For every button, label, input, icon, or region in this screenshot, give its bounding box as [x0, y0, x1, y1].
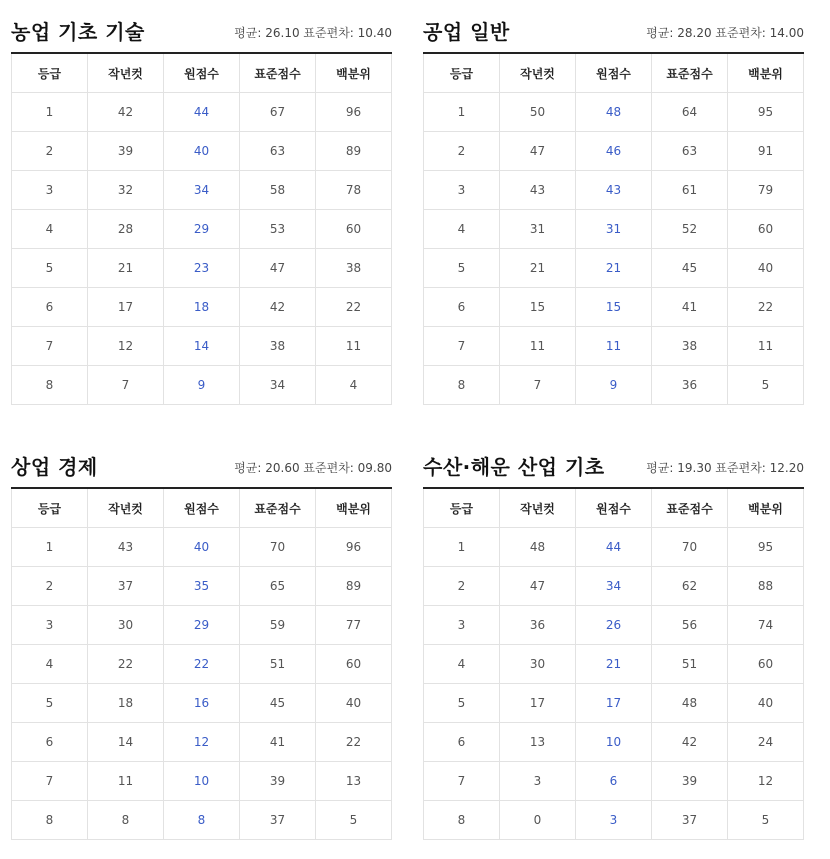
- table-row: [12, 684, 392, 723]
- cell-standard-score: 38: [652, 327, 728, 366]
- table-row: [424, 210, 804, 249]
- column-header-last-year-cut: 작년컷: [88, 488, 164, 528]
- table-row: [424, 762, 804, 801]
- column-header-percentile: 백분위: [316, 488, 392, 528]
- cell-percentile: 40: [316, 684, 392, 723]
- table-row: [424, 645, 804, 684]
- table-header-row: [12, 53, 392, 93]
- panel-fisheries-shipping: [423, 451, 804, 840]
- table-header-row: [424, 53, 804, 93]
- cell-standard-score: 63: [240, 132, 316, 171]
- table-row: [12, 762, 392, 801]
- table-row: [424, 801, 804, 840]
- cell-standard-score: 67: [240, 93, 316, 132]
- cell-last-year-cut: 11: [88, 762, 164, 801]
- panel-header: [11, 451, 392, 487]
- cell-standard-score: 45: [652, 249, 728, 288]
- cell-grade: 6: [12, 288, 88, 327]
- panel-commerce: [11, 451, 392, 840]
- cell-grade: 1: [12, 528, 88, 567]
- cell-percentile: 95: [728, 528, 804, 567]
- cell-standard-score: 42: [652, 723, 728, 762]
- column-header-percentile: 백분위: [316, 53, 392, 93]
- cell-grade: 4: [424, 645, 500, 684]
- column-header-raw-score: 원점수: [164, 53, 240, 93]
- cell-percentile: 38: [316, 249, 392, 288]
- table-row: [424, 171, 804, 210]
- cell-grade: 1: [424, 528, 500, 567]
- cell-last-year-cut: 3: [500, 762, 576, 801]
- column-header-standard-score: 표준점수: [240, 53, 316, 93]
- cell-percentile: 4: [316, 366, 392, 405]
- column-header-last-year-cut: 작년컷: [500, 53, 576, 93]
- cell-last-year-cut: 30: [500, 645, 576, 684]
- cell-percentile: 40: [728, 684, 804, 723]
- cell-last-year-cut: 31: [500, 210, 576, 249]
- cell-standard-score: 39: [652, 762, 728, 801]
- cell-grade: 8: [424, 801, 500, 840]
- cell-raw-score: 6: [576, 762, 652, 801]
- cell-standard-score: 41: [652, 288, 728, 327]
- cell-last-year-cut: 0: [500, 801, 576, 840]
- panel-stats: 평균: 28.20 표준편차: 14.00: [646, 26, 804, 40]
- cell-percentile: 22: [728, 288, 804, 327]
- score-table: [423, 52, 804, 405]
- cell-grade: 1: [424, 93, 500, 132]
- cell-percentile: 5: [316, 801, 392, 840]
- column-header-grade: 등급: [12, 488, 88, 528]
- cell-percentile: 91: [728, 132, 804, 171]
- table-row: [12, 249, 392, 288]
- table-row: [12, 288, 392, 327]
- cell-standard-score: 41: [240, 723, 316, 762]
- cell-raw-score: 15: [576, 288, 652, 327]
- cell-percentile: 60: [316, 645, 392, 684]
- panel-stats: 평균: 20.60 표준편차: 09.80: [234, 461, 392, 475]
- table-row: [12, 723, 392, 762]
- cell-percentile: 24: [728, 723, 804, 762]
- cell-raw-score: 14: [164, 327, 240, 366]
- table-row: [424, 528, 804, 567]
- score-table: [423, 487, 804, 840]
- cell-grade: 1: [12, 93, 88, 132]
- column-header-last-year-cut: 작년컷: [88, 53, 164, 93]
- cell-raw-score: 16: [164, 684, 240, 723]
- cell-percentile: 12: [728, 762, 804, 801]
- cell-last-year-cut: 7: [88, 366, 164, 405]
- cell-raw-score: 9: [576, 366, 652, 405]
- panel-title: 농업 기초 기술: [11, 20, 145, 44]
- cell-standard-score: 62: [652, 567, 728, 606]
- cell-grade: 6: [424, 723, 500, 762]
- cell-standard-score: 53: [240, 210, 316, 249]
- table-row: [12, 327, 392, 366]
- table-row: [424, 567, 804, 606]
- cell-grade: 2: [424, 567, 500, 606]
- cell-percentile: 11: [728, 327, 804, 366]
- cell-raw-score: 44: [576, 528, 652, 567]
- table-row: [424, 249, 804, 288]
- score-table: [11, 487, 392, 840]
- cell-raw-score: 9: [164, 366, 240, 405]
- cell-percentile: 22: [316, 723, 392, 762]
- cell-raw-score: 21: [576, 249, 652, 288]
- panel-title: 공업 일반: [423, 20, 510, 44]
- cell-last-year-cut: 48: [500, 528, 576, 567]
- panel-title: 상업 경제: [11, 455, 98, 479]
- table-row: [424, 366, 804, 405]
- cell-grade: 5: [424, 684, 500, 723]
- cell-grade: 7: [424, 762, 500, 801]
- cell-raw-score: 46: [576, 132, 652, 171]
- cell-standard-score: 64: [652, 93, 728, 132]
- panel-agriculture: [11, 16, 392, 405]
- cell-grade: 7: [12, 762, 88, 801]
- cell-last-year-cut: 18: [88, 684, 164, 723]
- cell-last-year-cut: 47: [500, 567, 576, 606]
- cell-percentile: 60: [316, 210, 392, 249]
- score-table: [11, 52, 392, 405]
- table-row: [12, 801, 392, 840]
- cell-last-year-cut: 13: [500, 723, 576, 762]
- cell-raw-score: 35: [164, 567, 240, 606]
- panel-stats: 평균: 26.10 표준편차: 10.40: [234, 26, 392, 40]
- cell-standard-score: 39: [240, 762, 316, 801]
- cell-raw-score: 10: [164, 762, 240, 801]
- table-row: [12, 132, 392, 171]
- cell-standard-score: 51: [652, 645, 728, 684]
- cell-percentile: 13: [316, 762, 392, 801]
- cell-last-year-cut: 30: [88, 606, 164, 645]
- cell-percentile: 89: [316, 567, 392, 606]
- table-row: [12, 210, 392, 249]
- cell-grade: 2: [12, 567, 88, 606]
- cell-last-year-cut: 37: [88, 567, 164, 606]
- cell-percentile: 95: [728, 93, 804, 132]
- cell-grade: 4: [12, 210, 88, 249]
- cell-raw-score: 31: [576, 210, 652, 249]
- table-row: [424, 723, 804, 762]
- cell-standard-score: 37: [240, 801, 316, 840]
- cell-raw-score: 8: [164, 801, 240, 840]
- cell-standard-score: 65: [240, 567, 316, 606]
- table-row: [12, 567, 392, 606]
- cell-percentile: 5: [728, 366, 804, 405]
- table-row: [12, 645, 392, 684]
- cell-raw-score: 23: [164, 249, 240, 288]
- cell-grade: 3: [424, 171, 500, 210]
- cell-last-year-cut: 22: [88, 645, 164, 684]
- cell-percentile: 22: [316, 288, 392, 327]
- column-header-grade: 등급: [424, 488, 500, 528]
- cell-grade: 3: [12, 606, 88, 645]
- table-row: [424, 606, 804, 645]
- cell-raw-score: 11: [576, 327, 652, 366]
- cell-raw-score: 44: [164, 93, 240, 132]
- cell-percentile: 60: [728, 210, 804, 249]
- cell-grade: 5: [424, 249, 500, 288]
- cell-last-year-cut: 36: [500, 606, 576, 645]
- cell-last-year-cut: 12: [88, 327, 164, 366]
- column-header-standard-score: 표준점수: [652, 488, 728, 528]
- cell-last-year-cut: 28: [88, 210, 164, 249]
- column-header-standard-score: 표준점수: [240, 488, 316, 528]
- cell-percentile: 96: [316, 528, 392, 567]
- cell-last-year-cut: 47: [500, 132, 576, 171]
- cell-percentile: 74: [728, 606, 804, 645]
- table-row: [424, 327, 804, 366]
- cell-last-year-cut: 50: [500, 93, 576, 132]
- cell-grade: 6: [12, 723, 88, 762]
- cell-grade: 6: [424, 288, 500, 327]
- column-header-raw-score: 원점수: [164, 488, 240, 528]
- cell-percentile: 40: [728, 249, 804, 288]
- cell-standard-score: 37: [652, 801, 728, 840]
- cell-grade: 3: [424, 606, 500, 645]
- cell-standard-score: 63: [652, 132, 728, 171]
- table-row: [12, 366, 392, 405]
- cell-standard-score: 58: [240, 171, 316, 210]
- cell-standard-score: 36: [652, 366, 728, 405]
- cell-standard-score: 42: [240, 288, 316, 327]
- column-header-raw-score: 원점수: [576, 488, 652, 528]
- table-row: [424, 132, 804, 171]
- cell-raw-score: 10: [576, 723, 652, 762]
- cell-grade: 4: [12, 645, 88, 684]
- cell-last-year-cut: 7: [500, 366, 576, 405]
- cell-standard-score: 34: [240, 366, 316, 405]
- column-header-last-year-cut: 작년컷: [500, 488, 576, 528]
- cell-percentile: 88: [728, 567, 804, 606]
- cell-last-year-cut: 43: [88, 528, 164, 567]
- cell-last-year-cut: 39: [88, 132, 164, 171]
- cell-grade: 5: [12, 684, 88, 723]
- cell-grade: 8: [424, 366, 500, 405]
- cell-last-year-cut: 17: [88, 288, 164, 327]
- cell-standard-score: 38: [240, 327, 316, 366]
- cell-standard-score: 48: [652, 684, 728, 723]
- panel-header: [423, 451, 804, 487]
- cell-last-year-cut: 42: [88, 93, 164, 132]
- column-header-standard-score: 표준점수: [652, 53, 728, 93]
- panel-header: [423, 16, 804, 52]
- cell-raw-score: 21: [576, 645, 652, 684]
- column-header-percentile: 백분위: [728, 488, 804, 528]
- table-row: [12, 528, 392, 567]
- cell-raw-score: 34: [164, 171, 240, 210]
- cell-grade: 8: [12, 801, 88, 840]
- cell-grade: 5: [12, 249, 88, 288]
- table-row: [12, 171, 392, 210]
- cell-standard-score: 70: [652, 528, 728, 567]
- cell-raw-score: 29: [164, 210, 240, 249]
- column-header-percentile: 백분위: [728, 53, 804, 93]
- column-header-raw-score: 원점수: [576, 53, 652, 93]
- cell-raw-score: 26: [576, 606, 652, 645]
- cell-standard-score: 59: [240, 606, 316, 645]
- panel-header: [11, 16, 392, 52]
- cell-standard-score: 51: [240, 645, 316, 684]
- cell-standard-score: 56: [652, 606, 728, 645]
- cell-last-year-cut: 17: [500, 684, 576, 723]
- cell-percentile: 5: [728, 801, 804, 840]
- cell-raw-score: 40: [164, 528, 240, 567]
- cell-standard-score: 47: [240, 249, 316, 288]
- cell-grade: 2: [12, 132, 88, 171]
- cell-raw-score: 17: [576, 684, 652, 723]
- cell-percentile: 79: [728, 171, 804, 210]
- column-header-grade: 등급: [424, 53, 500, 93]
- cell-last-year-cut: 21: [88, 249, 164, 288]
- table-header-row: [424, 488, 804, 528]
- cell-raw-score: 40: [164, 132, 240, 171]
- cell-percentile: 77: [316, 606, 392, 645]
- cell-last-year-cut: 8: [88, 801, 164, 840]
- cell-raw-score: 3: [576, 801, 652, 840]
- panel-stats: 평균: 19.30 표준편차: 12.20: [646, 461, 804, 475]
- cell-percentile: 60: [728, 645, 804, 684]
- cell-percentile: 96: [316, 93, 392, 132]
- cell-standard-score: 45: [240, 684, 316, 723]
- cell-last-year-cut: 21: [500, 249, 576, 288]
- table-row: [12, 606, 392, 645]
- cell-last-year-cut: 15: [500, 288, 576, 327]
- cell-raw-score: 34: [576, 567, 652, 606]
- cell-raw-score: 43: [576, 171, 652, 210]
- cell-last-year-cut: 14: [88, 723, 164, 762]
- panel-title: 수산·해운 산업 기초: [423, 455, 605, 479]
- cell-grade: 8: [12, 366, 88, 405]
- cell-grade: 4: [424, 210, 500, 249]
- panel-industry: [423, 16, 804, 405]
- table-row: [424, 684, 804, 723]
- cell-percentile: 89: [316, 132, 392, 171]
- table-row: [12, 93, 392, 132]
- table-row: [424, 288, 804, 327]
- cell-raw-score: 48: [576, 93, 652, 132]
- cell-standard-score: 61: [652, 171, 728, 210]
- cell-raw-score: 22: [164, 645, 240, 684]
- table-row: [424, 93, 804, 132]
- cell-percentile: 78: [316, 171, 392, 210]
- cell-standard-score: 70: [240, 528, 316, 567]
- column-header-grade: 등급: [12, 53, 88, 93]
- cell-grade: 2: [424, 132, 500, 171]
- cell-grade: 7: [12, 327, 88, 366]
- cell-percentile: 11: [316, 327, 392, 366]
- cell-standard-score: 52: [652, 210, 728, 249]
- cell-last-year-cut: 11: [500, 327, 576, 366]
- cell-grade: 3: [12, 171, 88, 210]
- cell-last-year-cut: 43: [500, 171, 576, 210]
- cell-raw-score: 29: [164, 606, 240, 645]
- table-header-row: [12, 488, 392, 528]
- cell-raw-score: 12: [164, 723, 240, 762]
- cell-grade: 7: [424, 327, 500, 366]
- cell-raw-score: 18: [164, 288, 240, 327]
- cell-last-year-cut: 32: [88, 171, 164, 210]
